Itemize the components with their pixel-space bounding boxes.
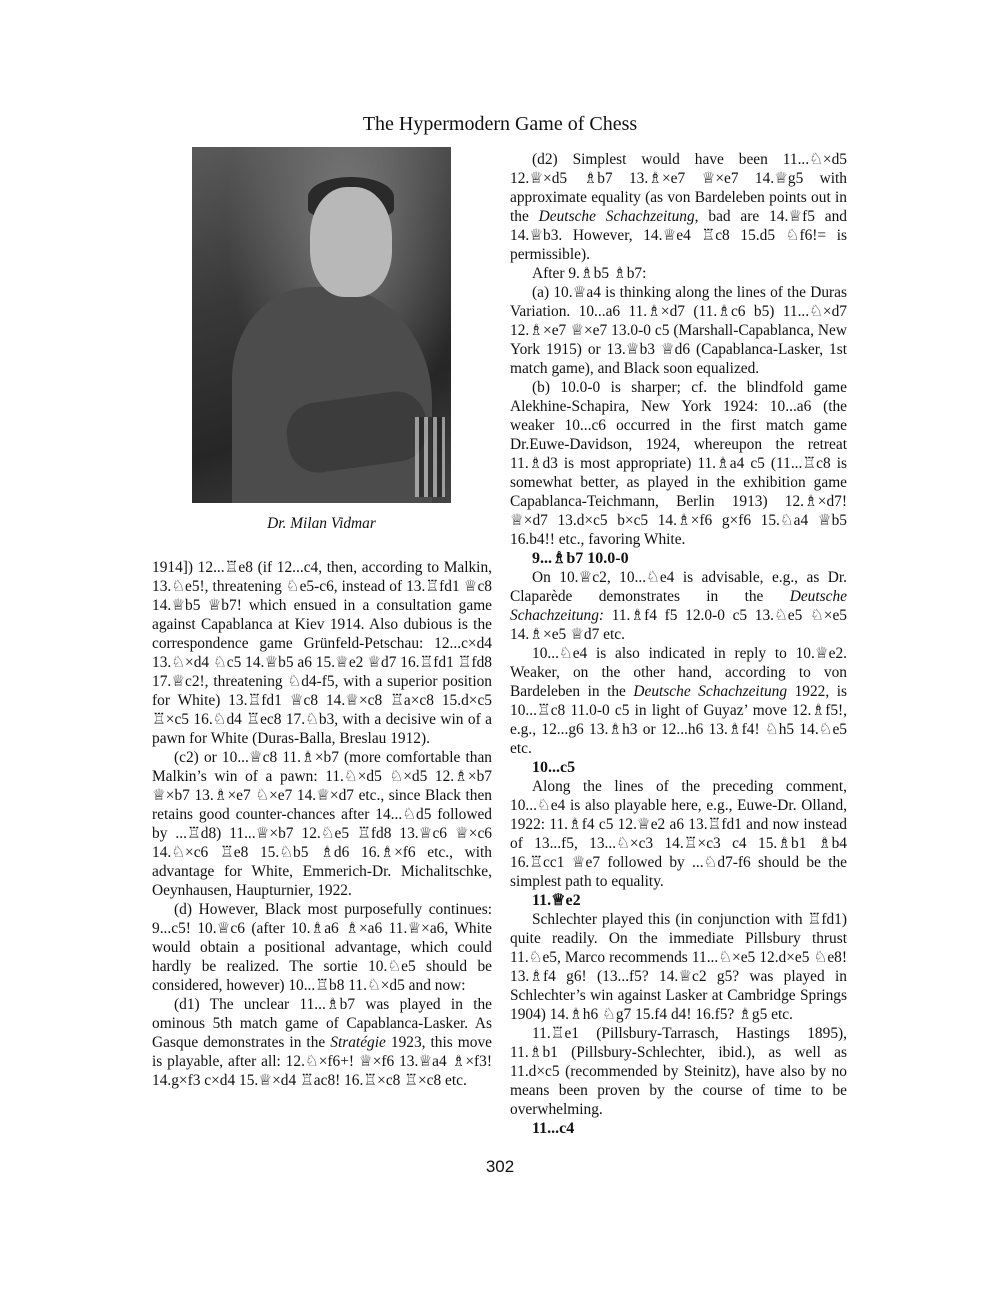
- paragraph: [510, 644, 847, 758]
- text-run: 11.♗f4 f5 12.0-0 c5 13.♘e5 ♘×e5 14.♗×e5 ♕d7 etc.: [510, 607, 847, 643]
- italic-title: Deutsche Schachzeitung: [633, 683, 788, 700]
- running-head: The Hypermodern Game of Chess: [362, 113, 638, 135]
- text-run: (d2) Simplest would have been 11...♘×d5 12.♕×d5 ♗b7 13.♗×e7 ♕×e7 14.♕g5 with approximate equality (as von Bardeleben points out in the: [510, 151, 847, 225]
- text-run: 1923, this move is playable, after all: 12.♘×f6+! ♕×f6 13.♕a4 ♗×f3! 14.g×f3 c×d4 15.♕×d4 ♖ac8! 16.♖×c8 ♖×c8 etc.: [152, 1034, 492, 1089]
- left-column: [152, 558, 492, 1090]
- paragraph: [152, 995, 492, 1090]
- right-column: [510, 150, 847, 1138]
- page-number: 302: [485, 1157, 515, 1176]
- paragraph: 1914]) 12...♖e8 (if 12...c4, then, according to Malkin, 13.♘e5!, threatening ♘e5-c6, instead of 13.♖fd1 ♕c8 14.♕b5 ♕b7! which ensued in a consultation game against Capablanca at Kiev 1914. Also dubious is the correspondence game Grünfeld-Petschau: 12...c×d4 13.♘×d4 ♘c5 14.♕b5 a6 15.♕e2 ♕d7 16.♖fd1 ♖fd8 17.♕c2!, threatening ♘d4-f5, with a superior position for White) 13.♖fd1 ♕c8 14.♕×c8 ♖a×c8 15.d×c5 ♖×c5 16.♘d4 ♖ec8 17.♘b3, with a decisive win of a pawn for White (Duras-Balla, Breslau 1912).: [152, 559, 492, 747]
- text-run: On 10.♕c2, 10...♘e4 is advisable, e.g., as Dr. Claparède demonstrates in the: [510, 569, 847, 605]
- paragraph: (c2) or 10...♕c8 11.♗×b7 (more comfortable than Malkin’s win of a pawn: 11.♘×d5 ♘×d5 12.♗×b7 ♕×b7 13.♗×e7 ♘×e7 14.♕×d7 etc., since Black then retains good counter-chances after 14...♘d5 followed by ...♖d8) 11...♕×b7 12.♘e5 ♖fd8 13.♕c6 ♕×c6 14.♘×c6 ♖e8 15.♘b5 ♗d6 16.♗×f6 etc., with advantage for White, Emmerich-Dr. Michalitschke, Oeynhausen, Haupturnier, 1922.: [152, 749, 492, 899]
- paragraph: Along the lines of the preceding comment, 10...♘e4 is also playable here, e.g., Euwe-Dr. Olland, 1922: 11.♗f4 c5 12.♕e2 a6 13.♖fd1 and now instead of 13...f5, 13...♘×c3 14.♖×c3 c4 15.♗b1 ♗b4 16.♖cc1 ♕e7 followed by ...♘d7-f6 should be the simplest path to equality.: [510, 778, 847, 890]
- text-run: 10...♘e4 is also indicated in reply to 10.♕e2. Weaker, on the other hand, according to von Bardeleben in the: [510, 645, 847, 700]
- paragraph: After 9.♗b5 ♗b7:: [532, 265, 647, 282]
- text-run: (d1) The unclear 11...♗b7 was played in the ominous 5th match game of Capablanca-Lasker. As Gasque demonstrates in the: [152, 996, 492, 1051]
- italic-title: Stratégie: [330, 1034, 386, 1051]
- move-heading: 11...c4: [532, 1120, 575, 1137]
- paragraph: (a) 10.♕a4 is thinking along the lines of the Duras Variation. 10...a6 11.♗×d7 (11.♗c6 b5) 11...♘×d7 12.♗×e7 ♕×e7 13.0-0 c5 (Marshall-Capablanca, New York 1915) or 13.♕b3 ♕d6 (Capablanca-Lasker, 1st match game), and Black soon equalized.: [510, 284, 847, 377]
- paragraph: (d) However, Black most purposefully continues: 9...c5! 10.♕c6 (after 10.♗a6 ♗×a6 11.♕×a6, White would obtain a positional advantage, which could hardly be realized. The sortie 10.♘e5 should be considered, however) 10...♖b8 11.♘×d5 and now:: [152, 901, 492, 994]
- text-run: 1922, is 10...♖c8 11.0-0 c5 in light of Guyaz’ move 12.♗f5!, e.g., 12...g6 13.♗h3 or 12...h6 13.♗f4! ♘h5 14.♘e5 etc.: [510, 683, 847, 757]
- italic-title: Deutsche Schachzeitung: [538, 208, 695, 225]
- paragraph: [510, 568, 847, 644]
- text-run: , bad are 14.♕f5 and 14.♕b3. However, 14.♕e4 ♖c8 15.d5 ♘f6!= is permissible).: [510, 208, 847, 263]
- paragraph: (b) 10.0-0 is sharper; cf. the blindfold game Alekhine-Schapira, New York 1924: 10...a6 (the weaker 10...c6 occurred in the first match game Dr.Euwe-Davidson, 1924, whereupon the retreat 11.♗d3 is most appropriate) 11.♗a4 c5 (11...♖c8 is somewhat better, as played in the exhibition game Capablanca-Teichmann, Berlin 1913) 12.♗×d7! ♕×d7 13.d×c5 b×c5 14.♗×f6 g×f6 15.♘a4 ♕b5 16.b4!! etc., favoring White.: [510, 379, 847, 548]
- move-heading: 11.♕e2: [532, 892, 581, 909]
- move-heading: 9...♗b7 10.0-0: [532, 550, 629, 567]
- move-heading: 10...c5: [532, 759, 576, 776]
- paragraph: [510, 150, 847, 264]
- photo-block: [192, 147, 452, 533]
- portrait-photo: [192, 147, 451, 503]
- photo-caption: Dr. Milan Vidmar: [267, 515, 376, 532]
- paragraph: 11.♖e1 (Pillsbury-Tarrasch, Hastings 1895), 11.♗b1 (Pillsbury-Schlechter, ibid.), as well as 11.d×c5 (recommended by Steinitz), have also by no means been proven by the course of time to be overwhelming.: [510, 1025, 847, 1118]
- italic-title: Deutsche Schachzeitung:: [510, 588, 847, 624]
- paragraph: Schlechter played this (in conjunction with ♖fd1) quite readily. On the immediate Pillsbury thrust 11.♘e5, Marco recommends 11...♘×e5 12.d×e5 ♘e8! 13.♗f4 g6! (13...f5? 14.♕c2 g5? was played in Schlechter’s win against Lasker at Cambridge Springs 1904) 14.♗h6 ♘g7 15.f4 d4! 16.f5? ♗g5 etc.: [510, 911, 847, 1023]
